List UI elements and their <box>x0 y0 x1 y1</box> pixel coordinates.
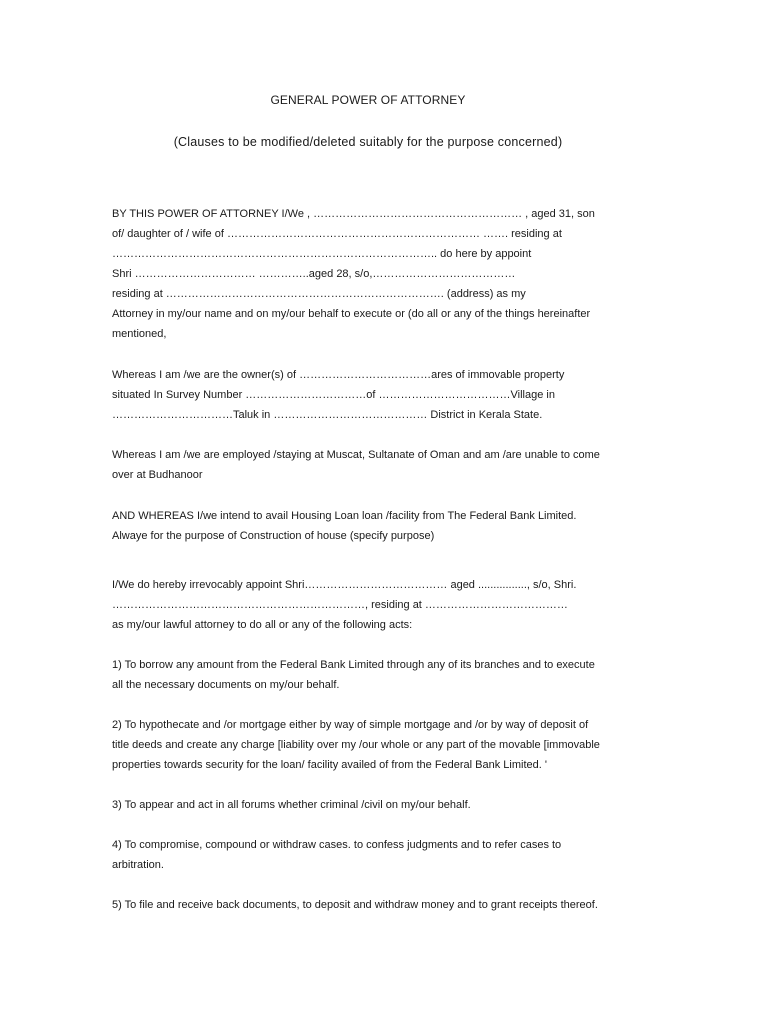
document-subtitle: (Clauses to be modified/deleted suitably for the purpose concerned) <box>173 135 563 149</box>
text-line: …………………………………………………………………………….. do here by appoint <box>112 248 532 260</box>
text-line: of/ daughter of / wife of …………………………………………………………… ……. residing at <box>112 228 562 240</box>
text-line: all the necessary documents on my/our behalf. <box>112 679 340 691</box>
clause-1-borrow <box>112 655 595 695</box>
clause-5-file-documents <box>112 895 598 915</box>
clause-2-hypothecate <box>112 715 600 775</box>
text-line: 3) To appear and act in all forums whether criminal /civil on my/our behalf. <box>112 799 471 811</box>
text-line: mentioned, <box>112 328 167 340</box>
text-line: ……………………………Taluk in …………………………………… District in Kerala State. <box>112 409 543 421</box>
text-line: Whereas I am /we are employed /staying at Muscat, Sultanate of Oman and am /are unable to come <box>112 449 600 461</box>
document-title: GENERAL POWER OF ATTORNEY <box>270 93 466 107</box>
text-line: ……………………………………………………………, residing at ………………………………… <box>112 599 568 611</box>
text-line: situated In Survey Number ……………………………of ………………………………Village in <box>112 389 555 401</box>
text-line: title deeds and create any charge [liability over my /our whole or any part of the movable [immovable <box>112 739 600 751</box>
text-line: over at Budhanoor <box>112 469 203 481</box>
paragraph-appointment <box>112 204 595 344</box>
text-line: I/We do hereby irrevocably appoint Shri………………………………… aged ................, s/o, Shri. <box>112 579 577 591</box>
text-line: 1) To borrow any amount from the Federal Bank Limited through any of its branches and to execute <box>112 659 595 671</box>
paragraph-residence <box>112 445 600 485</box>
text-line: 2) To hypothecate and /or mortgage either by way of simple mortgage and /or by way of deposit of <box>112 719 589 731</box>
clause-3-appear <box>112 795 471 815</box>
text-line: Alwaye for the purpose of Construction of house (specify purpose) <box>112 530 435 542</box>
text-line: 5) To file and receive back documents, to deposit and withdraw money and to grant receipts thereof. <box>112 899 598 911</box>
paragraph-ownership <box>112 365 564 425</box>
text-line: Attorney in my/our name and on my/our behalf to execute or (do all or any of the things hereinafter <box>112 308 591 320</box>
paragraph-loan-intent <box>112 506 576 546</box>
text-line: Shri …………………………… …………..aged 28, s/o,………………………………… <box>112 268 516 280</box>
text-line: arbitration. <box>112 859 164 871</box>
text-line: AND WHEREAS I/we intend to avail Housing Loan loan /facility from The Federal Bank Limited. <box>112 510 577 522</box>
text-line: as my/our lawful attorney to do all or any of the following acts: <box>112 619 413 631</box>
clause-4-compromise <box>112 835 561 875</box>
text-line: Whereas I am /we are the owner(s) of ………………………………ares of immovable property <box>112 369 565 381</box>
text-line: properties towards security for the loan/ facility availed of from the Federal Bank Limited. ' <box>112 759 547 771</box>
text-line: 4) To compromise, compound or withdraw cases. to confess judgments and to refer cases to <box>112 839 562 851</box>
text-line: BY THIS POWER OF ATTORNEY I/We , ………………………………………………… , aged 31, son <box>112 208 595 220</box>
text-line: residing at …………………………………………………………………. (address) as my <box>112 288 526 300</box>
paragraph-attorney-appointment <box>112 575 576 635</box>
